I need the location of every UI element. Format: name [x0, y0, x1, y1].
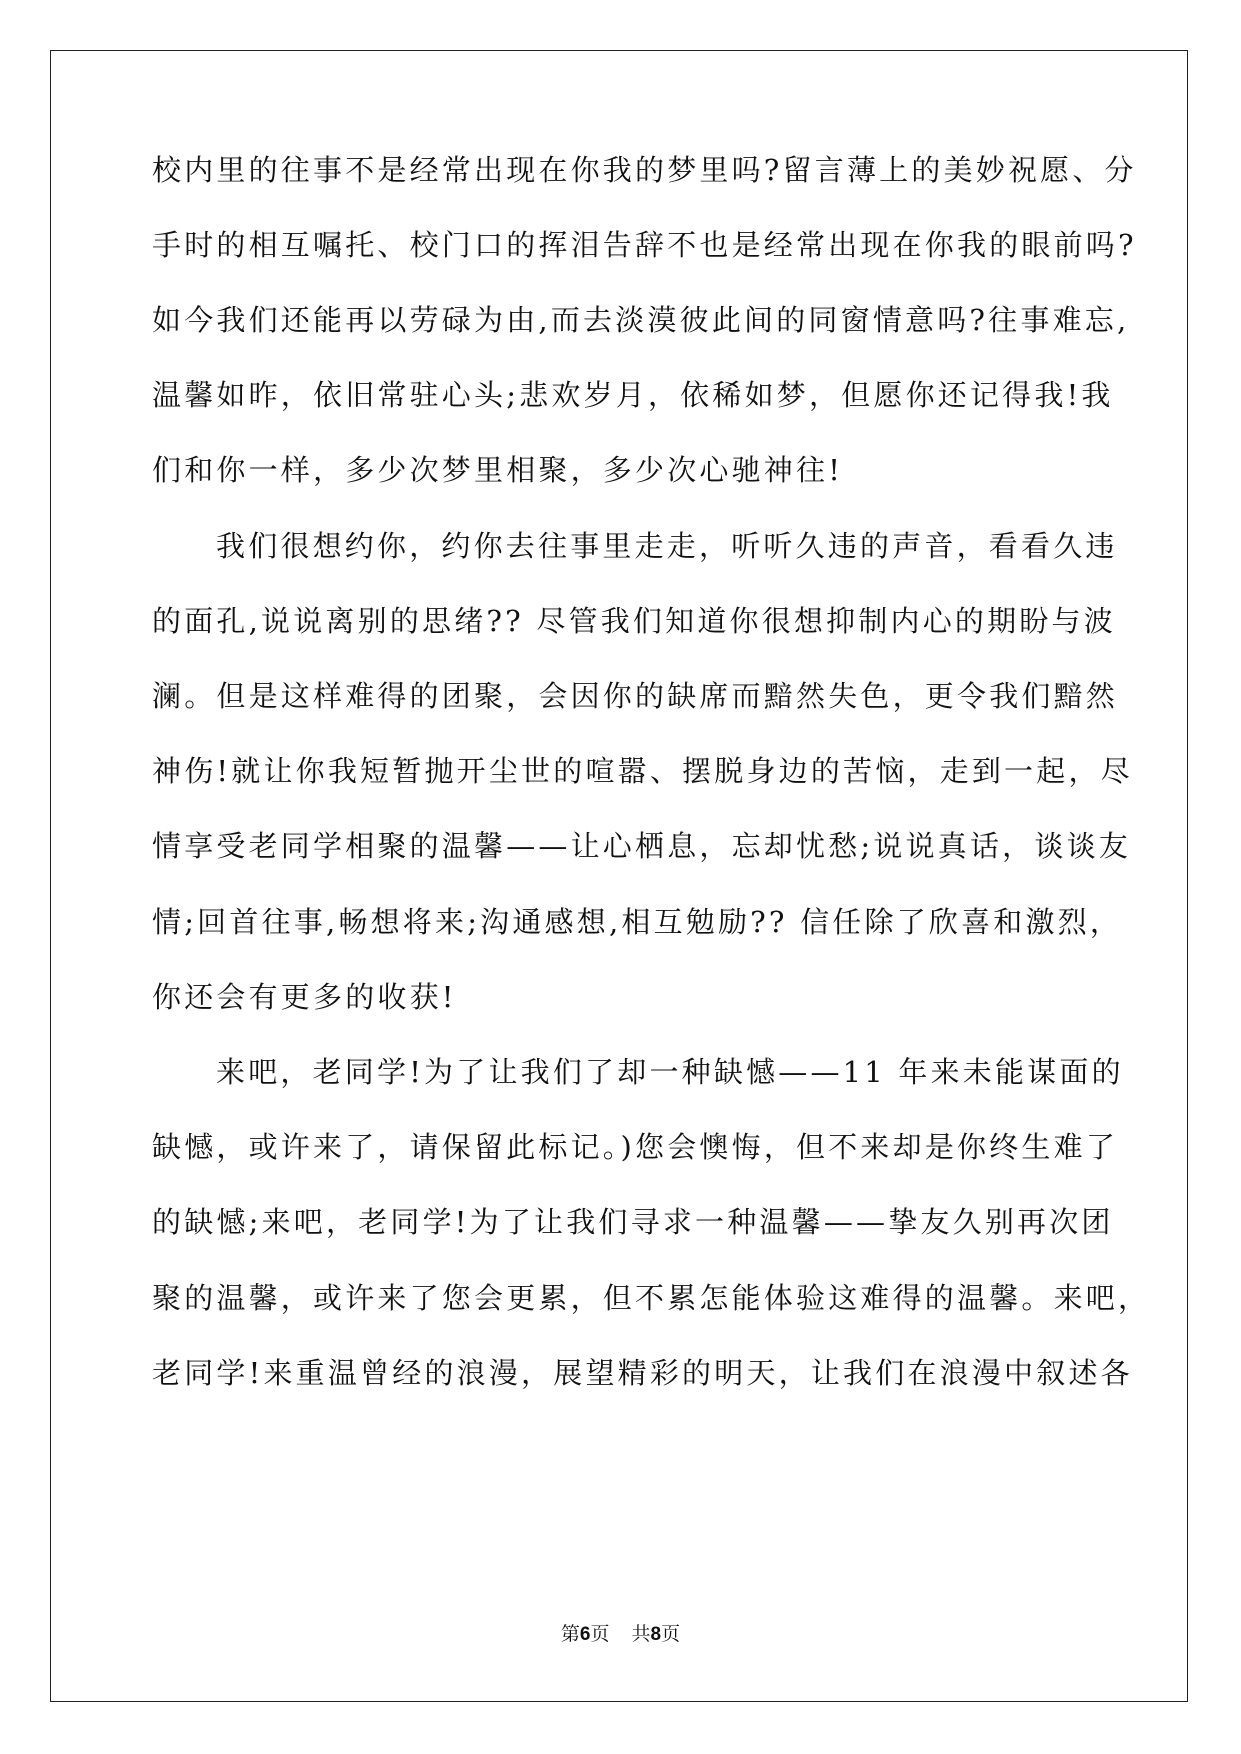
text-line: 你还会有更多的收获! [152, 980, 457, 1014]
page-suffix: 页 [590, 1623, 610, 1645]
page-prefix: 第 [560, 1623, 580, 1645]
text-line: 们和你一样，多少次梦里相聚，多少次心驰神往! [152, 453, 844, 487]
text-line: 的面孔,说说离别的思绪?? 尽管我们知道你很想抑制内心的期盼与波 [152, 604, 1116, 638]
total-prefix: 共 [631, 1623, 651, 1645]
text-line: 情享受老同学相聚的温馨——让心栖息，忘却忧愁;说说真话，谈谈友 [152, 829, 1131, 863]
page-footer [0, 1622, 1241, 1647]
text-line: 的缺憾;来吧，老同学!为了让我们寻求一种温馨——挚友久别再次团 [152, 1205, 1114, 1239]
text-line: 聚的温馨，或许来了您会更累，但不累怎能体验这难得的温馨。来吧， [152, 1281, 1151, 1315]
text-line: 澜。但是这样难得的团聚，会因你的缺席而黯然失色，更令我们黯然 [152, 679, 1119, 713]
text-line: 如今我们还能再以劳碌为由,而去淡漠彼此间的同窗情意吗?往事难忘, [152, 303, 1130, 337]
page-total-number: 8 [650, 1624, 662, 1645]
text-line: 温馨如昨，依旧常驻心头;悲欢岁月，依稀如梦，但愿你还记得我!我 [152, 378, 1114, 412]
text-line: 神伤!就让你我短暂抛开尘世的喧嚣、摆脱身边的苦恼，走到一起，尽 [152, 754, 1133, 788]
text-line: 校内里的往事不是经常出现在你我的梦里吗?留言薄上的美妙祝愿、分 [152, 153, 1137, 187]
text-line: 老同学!来重温曾经的浪漫，展望精彩的明天，让我们在浪漫中叙述各 [152, 1356, 1133, 1390]
total-suffix: 页 [661, 1623, 681, 1645]
text-line: 手时的相互嘱托、校门口的挥泪告辞不也是经常出现在你我的眼前吗? [152, 228, 1137, 262]
page-current-number: 6 [579, 1624, 591, 1645]
text-line: 情;回首往事,畅想将来;沟通感想,相互勉励?? 信任除了欣喜和激烈， [152, 905, 1123, 939]
text-line: 缺憾，或许来了，请保留此标记。)您会懊悔，但不来却是你终生难了 [152, 1130, 1119, 1164]
paragraph-start-line: 我们很想约你，约你去往事里走走，听听久违的声音，看看久违 [216, 529, 1118, 563]
paragraph-start-line: 来吧，老同学!为了让我们了却一种缺憾——11 年来未能谋面的 [216, 1055, 1124, 1089]
page-border [50, 50, 1188, 1702]
